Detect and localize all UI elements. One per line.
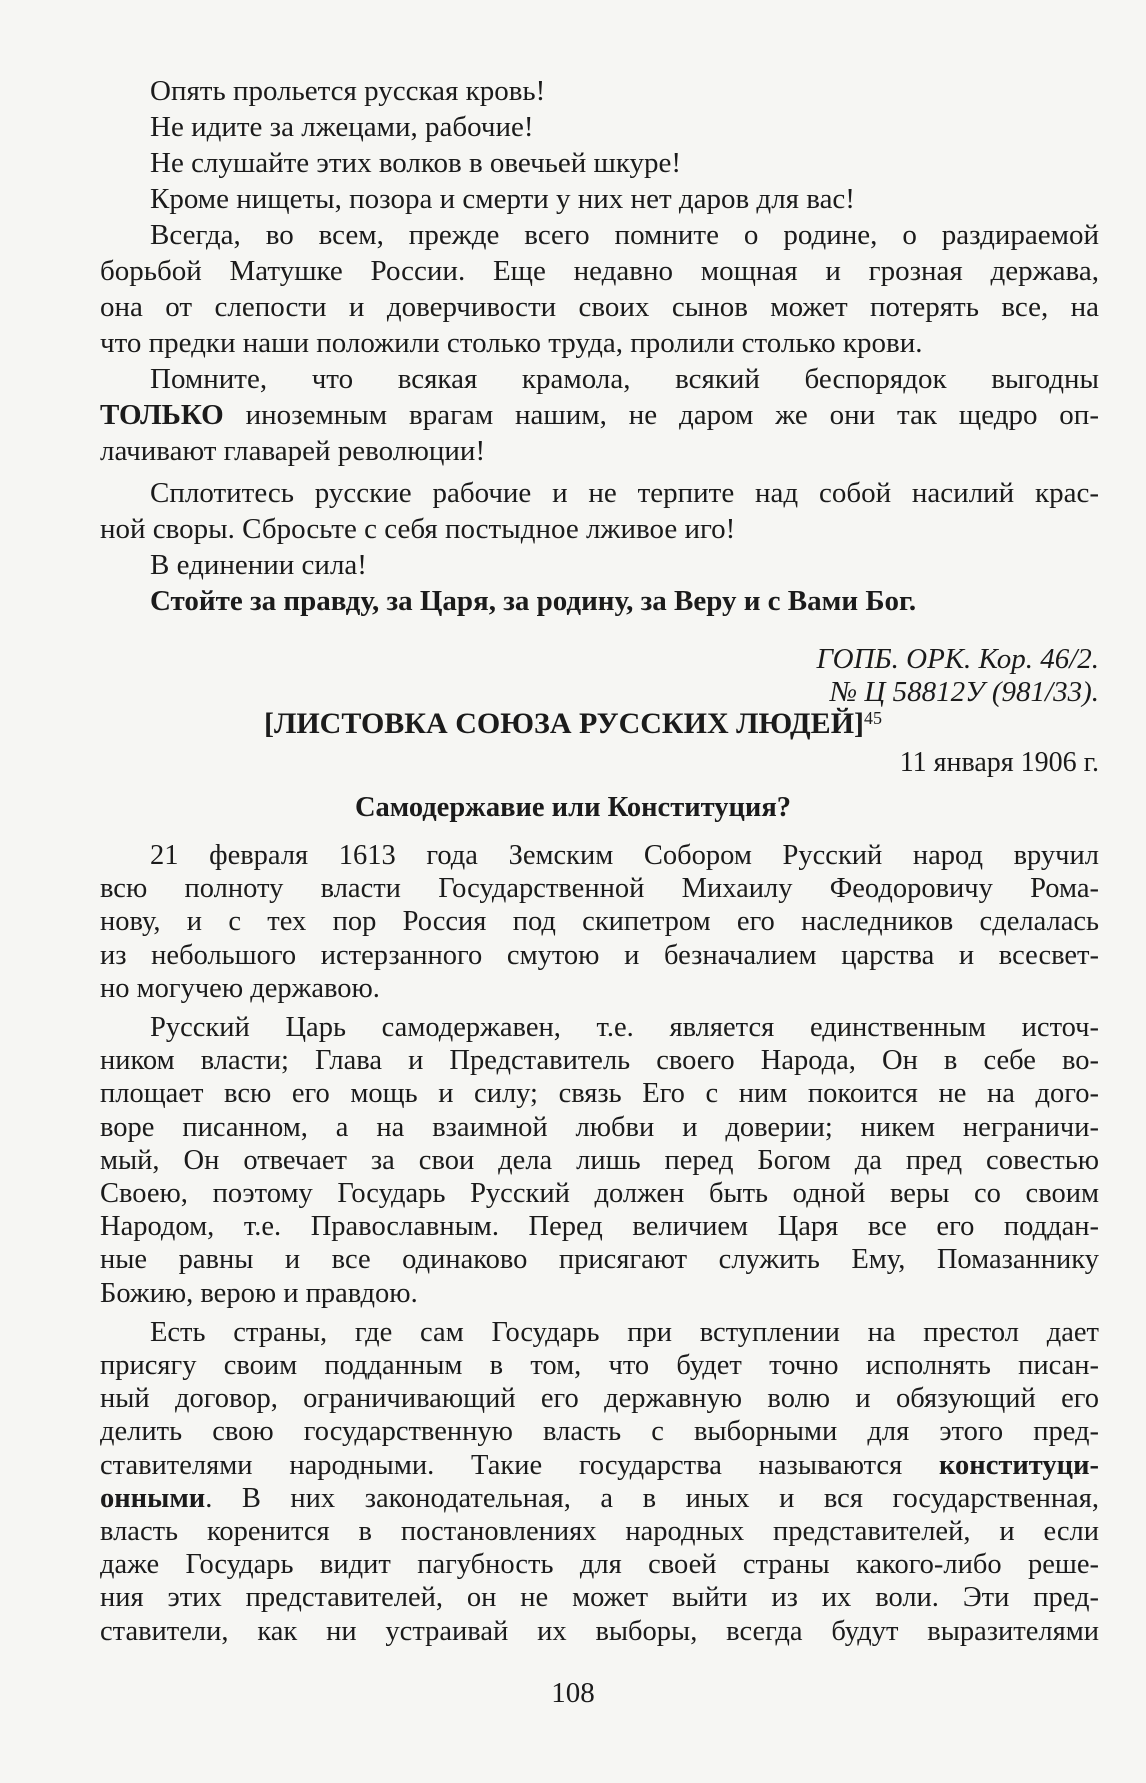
text-line: В единении сила!	[150, 549, 367, 581]
text-line: присягу своим подданным в том, что будет точно исполнять писан-	[100, 1350, 1099, 1382]
leaflet-ending-text	[100, 73, 1099, 619]
text-line: ные равны и все одинаково присягают служить Ему, Помазаннику	[100, 1244, 1099, 1276]
paragraph	[100, 145, 1099, 181]
paragraph	[100, 217, 1099, 361]
bold-text: онными	[100, 1482, 206, 1514]
text-line: Кроме нищеты, позора и смерти у них нет даров для вас!	[150, 183, 855, 215]
document-date: 11 января 1906 г.	[899, 747, 1099, 778]
text-line: Помните, что всякая крамола, всякий беспорядок выгодны	[150, 363, 1099, 395]
text-line: Своею, поэтому Государь Русский должен быть одной веры со своим	[100, 1178, 1099, 1210]
heading-text: [ЛИСТОВКА СОЮЗА РУССКИХ ЛЮДЕЙ]	[263, 707, 865, 740]
text-line: ставители, как ни устраивай их выборы, всегда будут выразителями	[100, 1615, 1099, 1647]
paragraph	[100, 583, 1099, 619]
text-segment: ставителями народными. Такие государства называются	[100, 1449, 939, 1481]
text-line: мый, Он отвечает за свои дела лишь перед Богом да пред совестью	[100, 1144, 1099, 1176]
bold-text: конституци-	[939, 1449, 1099, 1481]
text-line: борьбой Матушке России. Еще недавно мощная и грозная держава,	[100, 255, 1099, 287]
bold-text: Стойте за правду, за Царя, за родину, за Веру и с Вами Бог.	[150, 585, 917, 617]
text-line: лачивают главарей революции!	[100, 435, 486, 467]
text-line: Не слушайте этих волков в овечьей шкуре!	[150, 147, 682, 179]
text-line	[100, 1482, 1099, 1515]
text-line	[100, 583, 1099, 619]
paragraph	[100, 181, 1099, 217]
text-line: делить свою государственную власть с выборными для этого пред-	[100, 1416, 1099, 1448]
text-line: из небольшого истерзанного смутою и безначалием царства и всесвет-	[100, 939, 1099, 971]
text-line: Сплотитесь русские рабочие и не терпите над собой насилий крас-	[150, 477, 1099, 509]
paragraph	[100, 1316, 1099, 1648]
archive-source-reference	[817, 643, 1099, 709]
text-line: всю полноту власти Государственной Михаилу Феодоровичу Рома-	[100, 873, 1099, 905]
text-segment: иноземным врагам нашим, не даром же они так щедро оп-	[223, 399, 1099, 431]
text-line: воре писанном, а на взаимной любви и доверии; никем неграничи-	[100, 1111, 1099, 1143]
text-line: Русский Царь самодержавен, т.е. является единственным источ-	[150, 1012, 1099, 1044]
text-line: Народом, т.е. Православным. Перед величием Царя все его поддан-	[100, 1211, 1099, 1243]
text-line: что предки наши положили столько труда, пролили столько крови.	[100, 327, 923, 359]
source-line: № Ц 58812У (981/33).	[829, 676, 1099, 708]
document-subtitle: Самодержавие или Конституция?	[354, 792, 792, 823]
paragraph	[100, 361, 1099, 469]
text-line: даже Государь видит пагубность для своей страны какого-либо реше-	[100, 1549, 1099, 1581]
text-line: власть коренится в постановлениях народных представителей, и если	[100, 1516, 1099, 1548]
source-line: ГОПБ. ОРК. Кор. 46/2.	[816, 643, 1099, 675]
text-line: ной своры. Сбросьте с себя постыдное лживое иго!	[100, 513, 736, 545]
document-heading	[0, 704, 1146, 744]
text-line: Всегда, во всем, прежде всего помните о родине, о раздираемой	[150, 219, 1099, 251]
text-line: Не идите за лжецами, рабочие!	[150, 111, 534, 143]
paragraph	[100, 73, 1099, 109]
text-line: Божию, верою и правдою.	[100, 1277, 418, 1309]
document-body	[100, 839, 1099, 1648]
text-segment: . В них законодательная, а в иных и вся государственная,	[205, 1482, 1099, 1514]
text-line: она от слепости и доверчивости своих сынов может потерять все, на	[100, 291, 1099, 323]
text-line: площает всю его мощь и силу; связь Его с ним покоится не на дого-	[100, 1078, 1099, 1110]
paragraph	[100, 109, 1099, 145]
text-line: ником власти; Глава и Представитель своего Народа, Он в себе во-	[100, 1045, 1099, 1077]
bold-text: ТОЛЬКО	[100, 399, 224, 431]
text-line: 21 февраля 1613 года Земским Собором Русский народ вручил	[150, 840, 1099, 871]
text-line: нову, и с тех пор Россия под скипетром его наследников сделалась	[100, 906, 1099, 938]
text-line: ния этих представителей, он не может выйти из их воли. Эти пред-	[100, 1582, 1099, 1614]
text-line	[100, 1449, 1099, 1482]
paragraph	[100, 475, 1099, 547]
paragraph	[100, 1011, 1099, 1310]
page-number: 108	[551, 1677, 595, 1709]
text-line: но могучею державою.	[100, 972, 380, 1004]
paragraph	[100, 839, 1099, 1005]
text-line: Опять прольется русская кровь!	[150, 75, 546, 107]
text-line: Есть страны, где сам Государь при вступлении на престол дает	[150, 1316, 1099, 1348]
text-line: ный договор, ограничивающий его державную волю и обязующий его	[100, 1383, 1099, 1415]
text-line	[100, 397, 1099, 433]
footnote-reference: 45	[864, 708, 883, 728]
paragraph	[100, 547, 1099, 583]
